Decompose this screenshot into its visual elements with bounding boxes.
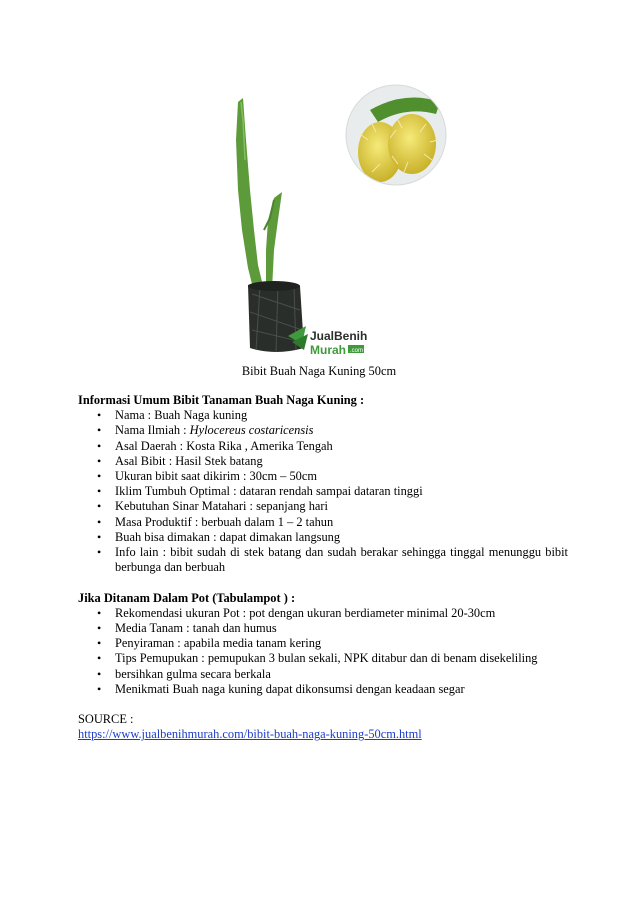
list-item: • Nama : Buah Naga kuning [78, 408, 568, 423]
source-link[interactable]: https://www.jualbenihmurah.com/bibit-buah-naga-kuning-50cm.html [78, 727, 422, 742]
list-item: • Rekomendasi ukuran Pot : pot dengan ukuran berdiameter minimal 20-30cm [78, 606, 568, 621]
list-item: • Media Tanam : tanah dan humus [78, 621, 568, 636]
brand-logo [288, 326, 367, 357]
list-item: • Nama Ilmiah : Hylocereus costaricensis [78, 423, 568, 438]
list-item: • Info lain : bibit sudah di stek batang dan sudah berakar sehingga tinggal menunggu bibit berbunga dan berbuah [78, 545, 568, 575]
svg-text:Murah: Murah [310, 343, 346, 357]
source-label: SOURCE : [78, 712, 134, 727]
list-item: • Ukuran bibit saat dikirim : 30cm – 50cm [78, 469, 568, 484]
general-info-list [78, 408, 568, 575]
fruit-inset [340, 80, 460, 190]
list-item: • Iklim Tumbuh Optimal : dataran rendah sampai dataran tinggi [78, 484, 568, 499]
list-item: • Asal Bibit : Hasil Stek batang [78, 454, 568, 469]
list-item: • Buah bisa dimakan : dapat dimakan langsung [78, 530, 568, 545]
section-heading-pot-planting: Jika Ditanam Dalam Pot (Tabulampot ) : [78, 590, 296, 605]
dragon-fruit-cutting-photo [230, 80, 460, 362]
pot-planting-list [78, 606, 568, 697]
product-image [230, 80, 460, 362]
svg-text:.com: .com [350, 348, 364, 354]
list-item: • Masa Produktif : berbuah dalam 1 – 2 tahun [78, 515, 568, 530]
image-caption: Bibit Buah Naga Kuning 50cm [241, 364, 397, 378]
document-body [78, 393, 568, 743]
section-heading-general-info: Informasi Umum Bibit Tanaman Buah Naga Kuning : [78, 393, 365, 407]
list-item: • Tips Pemupukan : pemupukan 3 bulan sekali, NPK ditabur dan di benam disekeliling [78, 651, 568, 666]
svg-text:JualBenih: JualBenih [310, 329, 368, 343]
list-item: • bersihkan gulma secara berkala [78, 667, 568, 682]
list-item: • Asal Daerah : Kosta Rika , Amerika Tengah [78, 439, 568, 454]
list-item: • Penyiraman : apabila media tanam kering [78, 636, 568, 651]
cactus-stem [236, 98, 282, 292]
list-item: • Kebutuhan Sinar Matahari : sepanjang hari [78, 499, 568, 514]
list-item: • Menikmati Buah naga kuning dapat dikonsumsi dengan keadaan segar [78, 682, 568, 697]
